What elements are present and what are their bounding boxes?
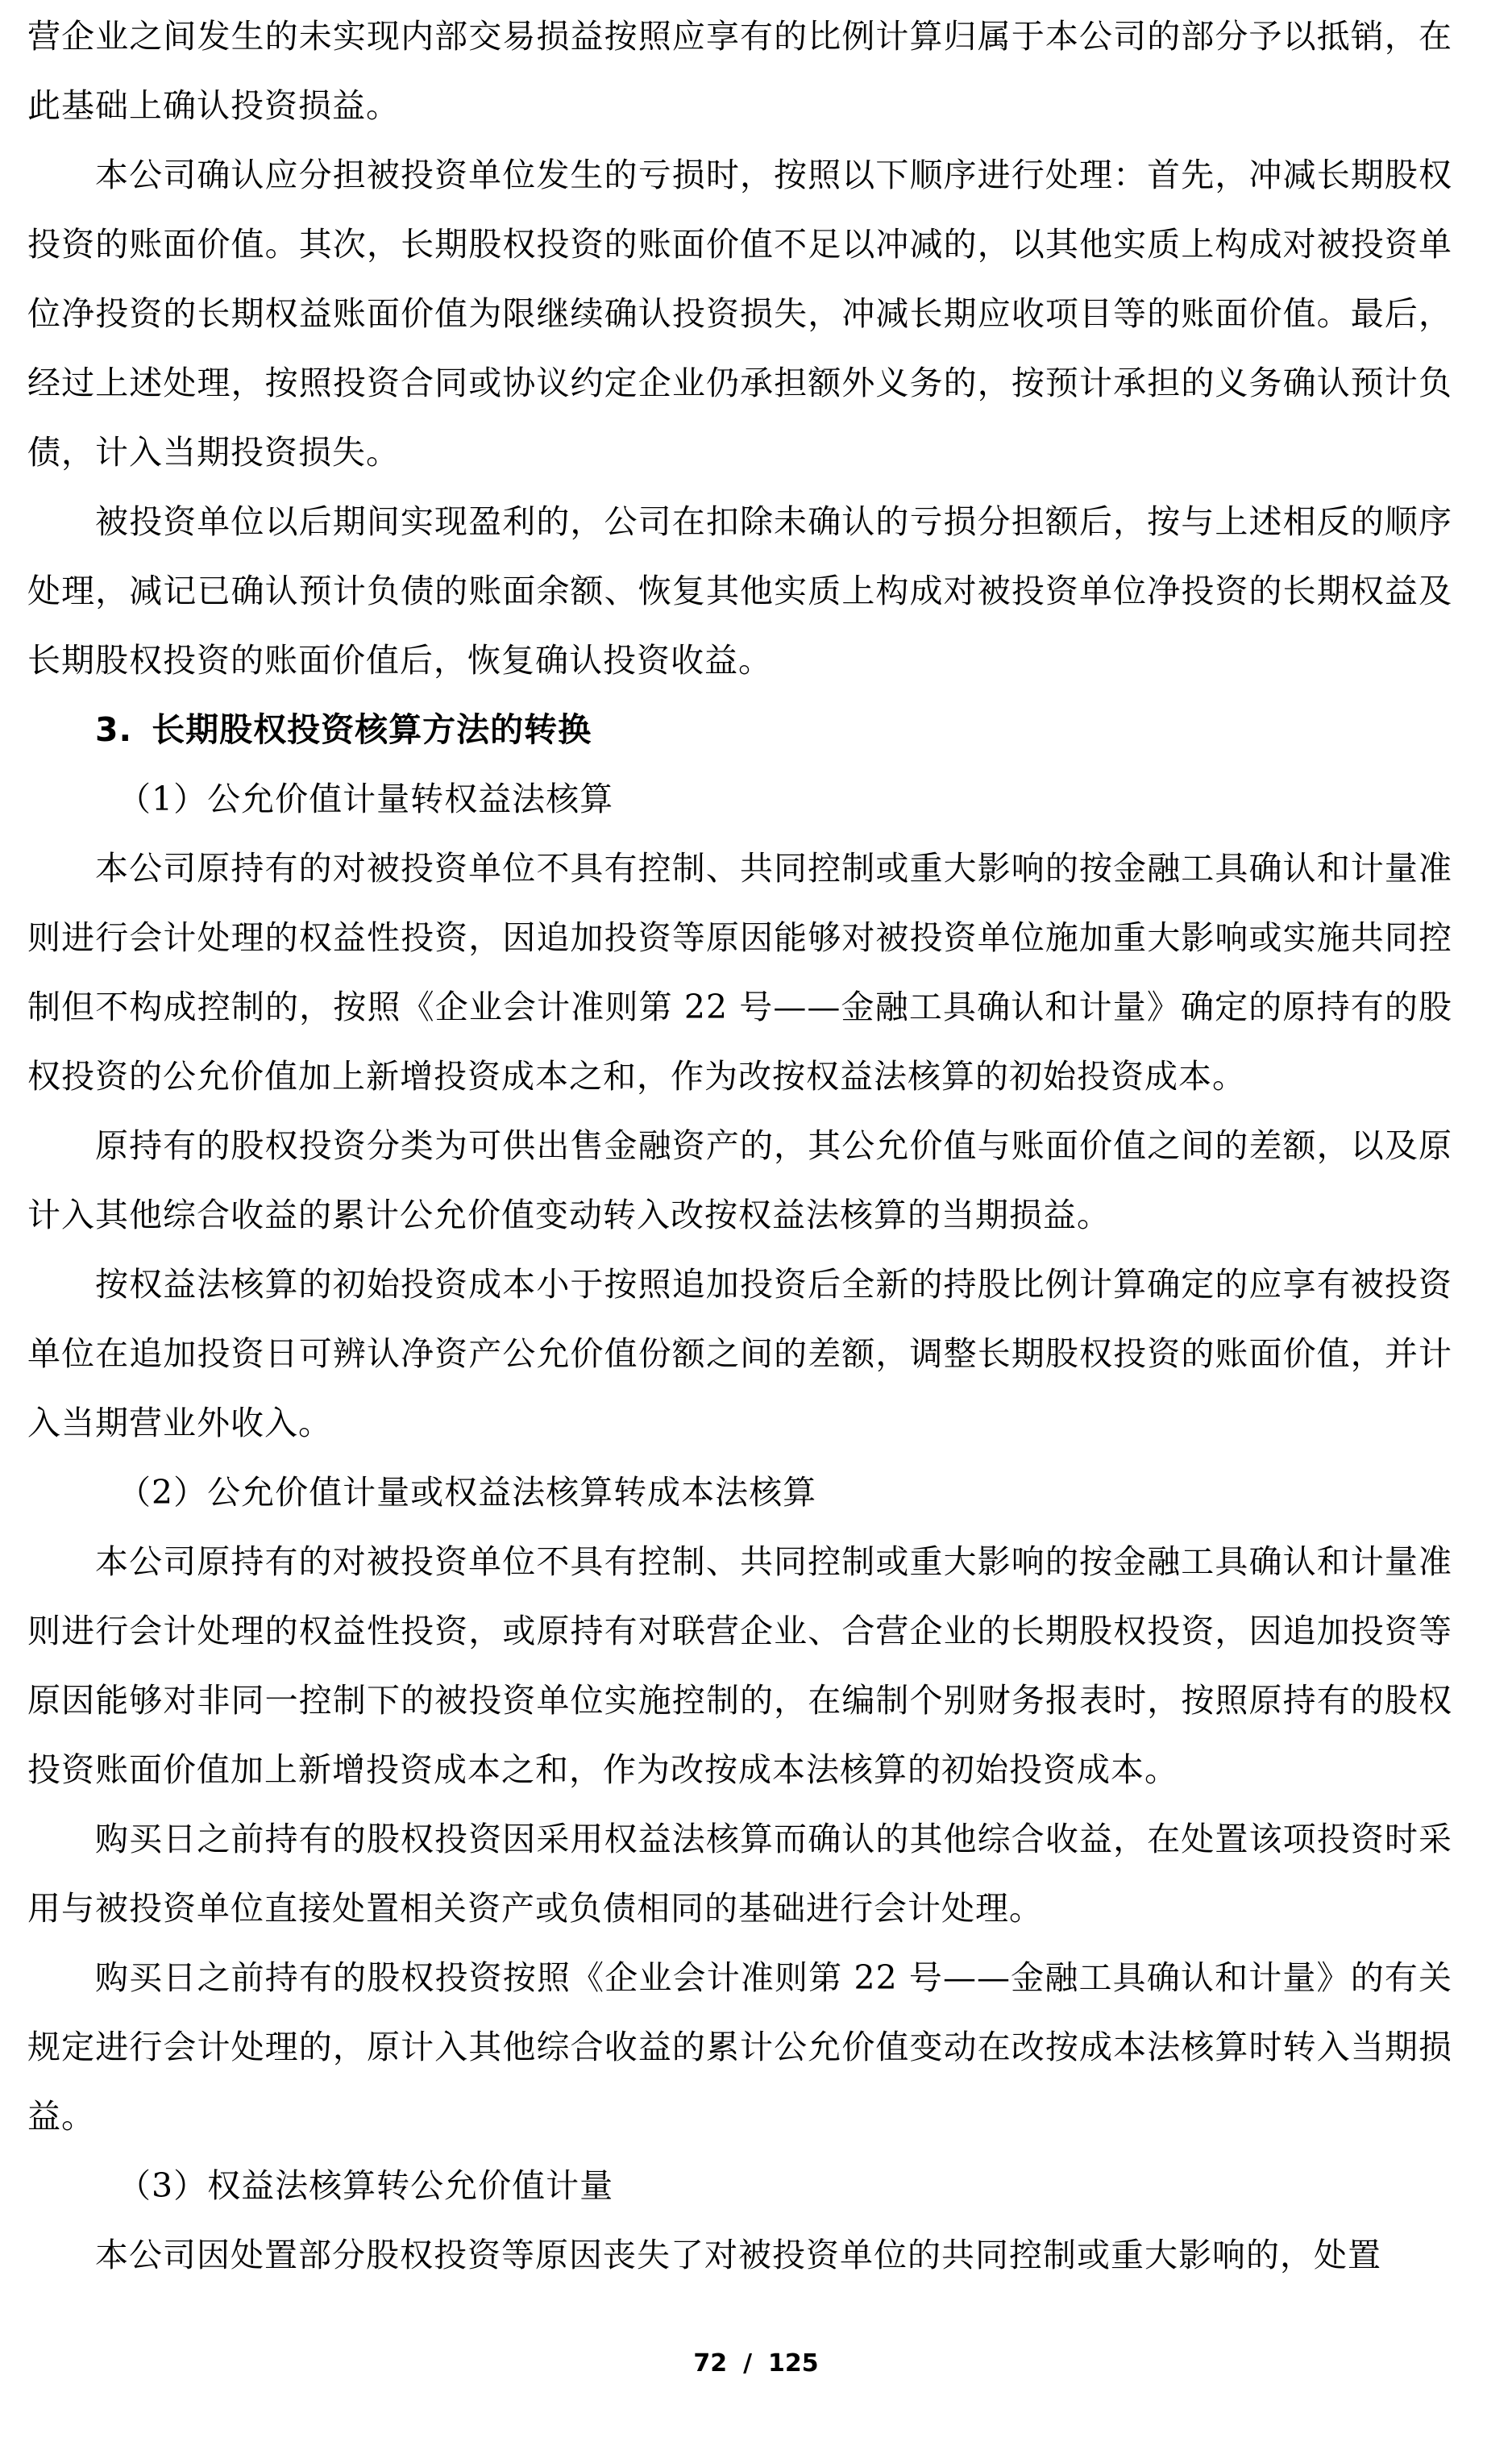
- page-number: [0, 2349, 1512, 2378]
- subsection-heading: （1）公允价值计量转权益法核算: [118, 780, 614, 818]
- paragraph: 购买日之前持有的股权投资因采用权益法核算而确认的其他综合收益，在处置该项投资时采用与被投资单位直接处置相关资产或负债相同的基础进行会计处理。: [27, 1820, 1452, 1928]
- subsection-heading: （3）权益法核算转公允价值计量: [118, 2166, 614, 2205]
- paragraph: 本公司确认应分担被投资单位发生的亏损时，按照以下顺序进行处理：首先，冲减长期股权投资的账面价值。其次，长期股权投资的账面价值不足以冲减的，以其他实质上构成对被投资单位净投资的长期权益账面价值为限继续确认投资损失，冲减长期应收项目等的账面价值。最后，经过上述处理，按照投资合同或协议约定企业仍承担额外义务的，按预计承担的义务确认预计负债，计入当期投资损失。: [27, 156, 1452, 472]
- paragraph: 原持有的股权投资分类为可供出售金融资产的，其公允价值与账面价值之间的差额，以及原计入其他综合收益的累计公允价值变动转入改按权益法核算的当期损益。: [27, 1126, 1452, 1234]
- subsection-heading: （2）公允价值计量或权益法核算转成本法核算: [118, 1473, 817, 1512]
- paragraph: 本公司原持有的对被投资单位不具有控制、共同控制或重大影响的按金融工具确认和计量准则进行会计处理的权益性投资，因追加投资等原因能够对被投资单位施加重大影响或实施共同控制但不构成控制的，按照《企业会计准则第 22 号——金融工具确认和计量》确定的原持有的股权投资的公允价值加上新增投资成本之和，作为改按权益法核算的初始投资成本。: [27, 849, 1452, 1096]
- page-separator: /: [743, 2349, 753, 2378]
- section-heading: [27, 695, 1452, 764]
- section-title: 长期股权投资核算方法的转换: [152, 710, 592, 749]
- paragraph: 被投资单位以后期间实现盈利的，公司在扣除未确认的亏损分担额后，按与上述相反的顺序处理，减记已确认预计负债的账面余额、恢复其他实质上构成对被投资单位净投资的长期权益及长期股权投资的账面价值后，恢复确认投资收益。: [27, 502, 1452, 680]
- total-pages: 125: [768, 2349, 819, 2378]
- paragraph: 营企业之间发生的未实现内部交易损益按照应享有的比例计算归属于本公司的部分予以抵销，在此基础上确认投资损益。: [27, 17, 1452, 125]
- document-page: [27, 2, 1452, 2290]
- paragraph: 购买日之前持有的股权投资按照《企业会计准则第 22 号——金融工具确认和计量》的有关规定进行会计处理的，原计入其他综合收益的累计公允价值变动在改按成本法核算时转入当期损益。: [27, 1958, 1452, 2136]
- current-page: 72: [693, 2349, 728, 2378]
- paragraph: 本公司因处置部分股权投资等原因丧失了对被投资单位的共同控制或重大影响的，处置: [95, 2236, 1381, 2274]
- section-number: 3.: [95, 710, 133, 749]
- paragraph: 本公司原持有的对被投资单位不具有控制、共同控制或重大影响的按金融工具确认和计量准则进行会计处理的权益性投资，或原持有对联营企业、合营企业的长期股权投资，因追加投资等原因能够对非同一控制下的被投资单位实施控制的，在编制个别财务报表时，按照原持有的股权投资账面价值加上新增投资成本之和，作为改按成本法核算的初始投资成本。: [27, 1542, 1452, 1789]
- paragraph: 按权益法核算的初始投资成本小于按照追加投资后全新的持股比例计算确定的应享有被投资单位在追加投资日可辨认净资产公允价值份额之间的差额，调整长期股权投资的账面价值，并计入当期营业外收入。: [27, 1265, 1452, 1442]
